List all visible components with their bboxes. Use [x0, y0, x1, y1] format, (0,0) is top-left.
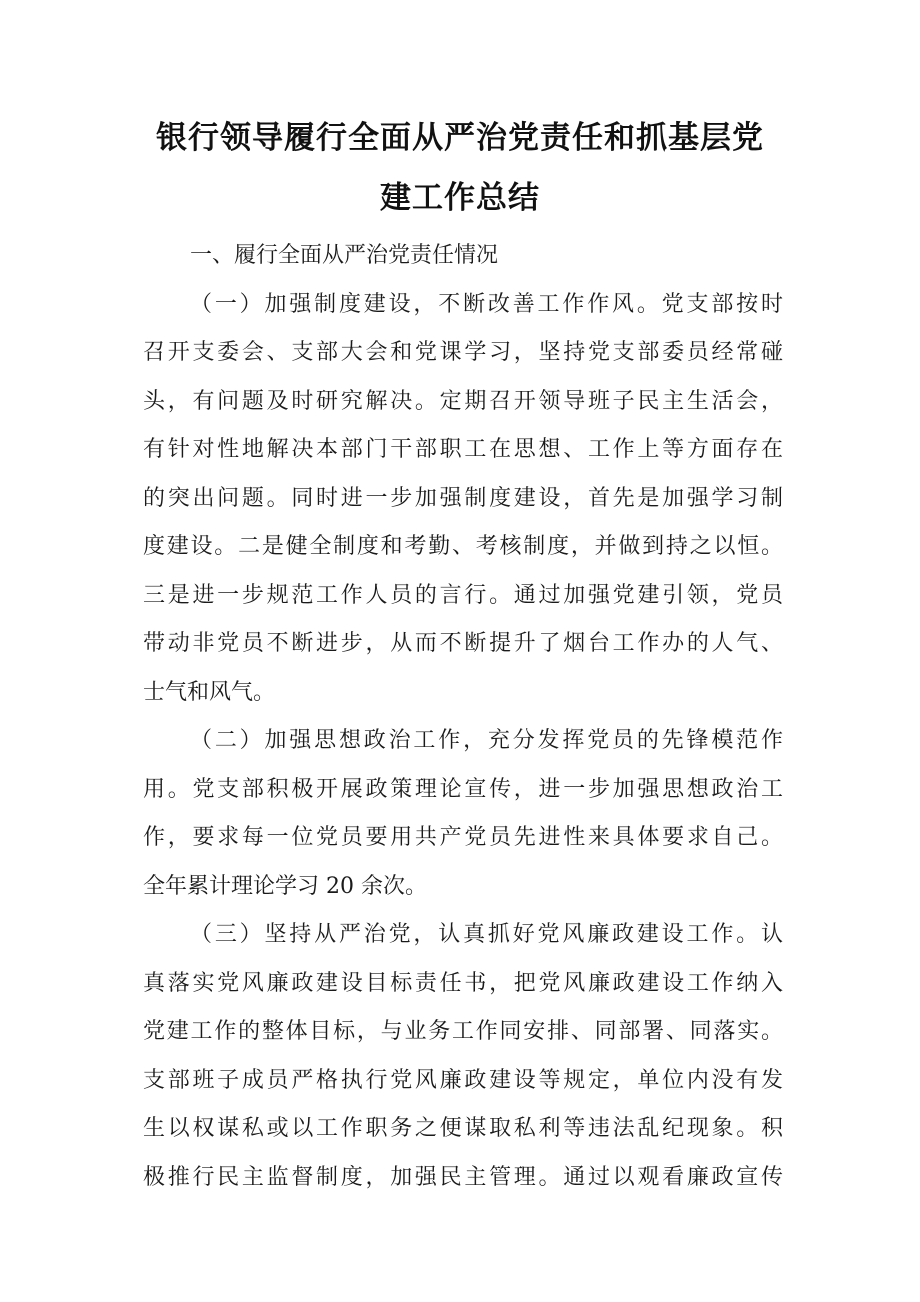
paragraph-1-line: 带动非党员不断进步，从而不断提升了烟台工作办的人气、	[143, 631, 783, 656]
document-title-line-2: 建工作总结	[380, 180, 540, 216]
paragraph-1-line: 的突出问题。同时进一步加强制度建设，首先是加强学习制	[143, 485, 783, 511]
paragraph-2-line: 作，要求每一位党员要用共产党员先进性来具体要求自己。	[143, 825, 783, 850]
paragraph-3-line: 党建工作的整体目标，与业务工作同安排、同部署、同落实。	[143, 1019, 783, 1044]
paragraph-2-line: 用。党支部积极开展政策理论宣传，进一步加强思想政治工	[143, 776, 783, 802]
paragraph-1-line: （一）加强制度建设，不断改善工作作风。党支部按时	[190, 291, 783, 317]
paragraph-3-line: 真落实党风廉政建设目标责任书，把党风廉政建设工作纳入	[143, 970, 783, 996]
paragraph-1-line: 士气和风气。	[143, 679, 276, 705]
document-body	[143, 232, 783, 1202]
section-heading: 一、履行全面从严治党责任情况	[190, 243, 499, 268]
paragraph-1-line: 头，有问题及时研究解决。定期召开领导班子民主生活会，	[143, 388, 783, 414]
paragraph-3-line: （三）坚持从严治党，认真抓好党风廉政建设工作。认	[190, 922, 783, 947]
paragraph-1-line: 三是进一步规范工作人员的言行。通过加强党建引领，党员	[143, 582, 783, 608]
paragraph-3-line: 支部班子成员严格执行党风廉政建设等规定，单位内没有发	[143, 1067, 783, 1093]
paragraph-3-line: 极推行民主监督制度，加强民主管理。通过以观看廉政宣传	[143, 1164, 783, 1190]
paragraph-1-line: 有针对性地解决本部门干部职工在思想、工作上等方面存在	[143, 437, 783, 462]
paragraph-2-line: 全年累计理论学习 20 余次。	[143, 873, 427, 899]
paragraph-3-line: 生以权谋私或以工作职务之便谋取私利等违法乱纪现象。积	[143, 1116, 783, 1141]
paragraph-2-line: （二）加强思想政治工作，充分发挥党员的先锋模范作	[190, 728, 783, 753]
document-title-line-1: 银行领导履行全面从严治党责任和抓基层党	[156, 120, 764, 156]
paragraph-1-line: 度建设。二是健全制度和考勤、考核制度，并做到持之以恒。	[143, 534, 783, 559]
paragraph-1-line: 召开支委会、支部大会和党课学习，坚持党支部委员经常碰	[143, 340, 783, 365]
